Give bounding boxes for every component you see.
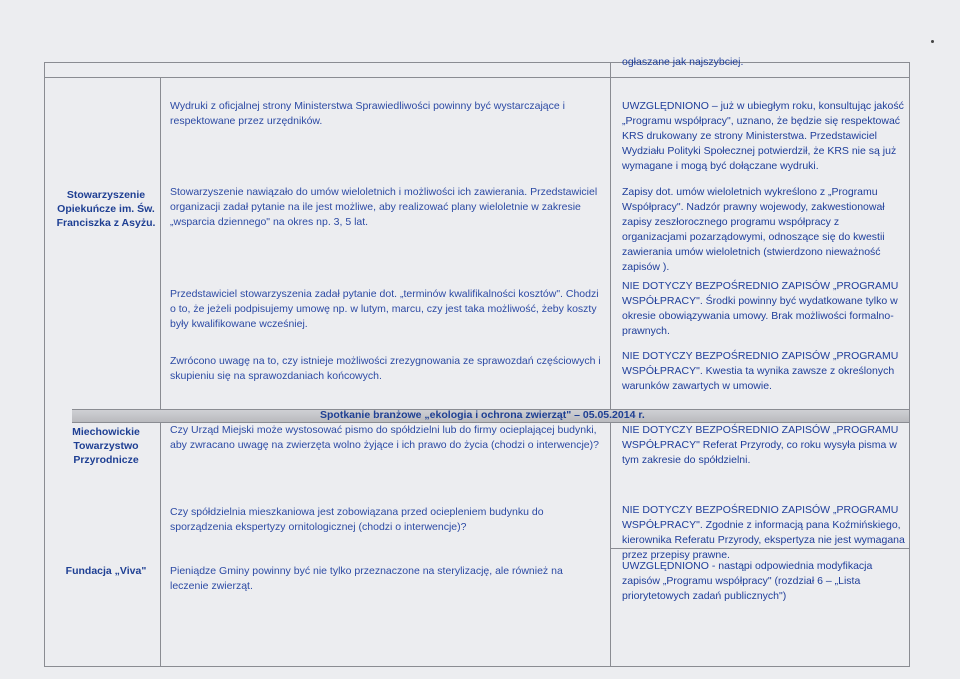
scan-speck	[931, 40, 934, 43]
response-text: NIE DOTYCZY BEZPOŚREDNIO ZAPISÓW „PROGRAMU WSPÓŁPRACY". Kwestia ta wynika zawsze z określonych warunków zawartych w umowie.	[622, 350, 899, 392]
response-text: NIE DOTYCZY BEZPOŚREDNIO ZAPISÓW „PROGRAMU WSPÓŁPRACY". Zgodnie z informacją pana Koźmińskiego, kierownika Referatu Przyrody, ekspertyza nie jest wymagana przez przepisy prawne.	[622, 504, 905, 561]
issue-text: Wydruki z oficjalnej strony Ministerstwa Sprawiedliwości powinny być wystarczające i respektowane przez urzędników.	[170, 100, 565, 127]
issue-text: Czy spółdzielnia mieszkaniowa jest zobowiązana przed ociepleniem budynku do sporządzenia ekspertyzy ornitologicznej (chodzi o interwencje)?	[170, 506, 544, 533]
response-text: UWZGLĘDNIONO - nastąpi odpowiednia modyfikacja zapisów „Programu współpracy" (rozdział 6 – „Lista priorytetowych zadań publicznych")	[622, 560, 873, 602]
issue-text: Czy Urząd Miejski może wystosować pismo do spółdzielni lub do firmy ocieplającej budynki, aby zwracano uwagę na zwierzęta wolno żyjące i ich prawo do życia (chodzi o interwencje)?	[170, 424, 599, 451]
issue-text: Przedstawiciel stowarzyszenia zadał pytanie dot. „terminów kwalifikalności kosztów". Chodzi o to, że jeżeli podpisujemy umowę np. w lutym, marcu, czy jest taka możliwość, żeby koszty były kwalifikowane wcześniej.	[170, 288, 599, 330]
table-row-divider	[44, 77, 910, 78]
table-border-right	[909, 62, 910, 667]
organization-name: Miechowickie Towarzystwo Przyrodnicze	[72, 426, 140, 466]
response-text: NIE DOTYCZY BEZPOŚREDNIO ZAPISÓW „PROGRAMU WSPÓŁPRACY". Środki powinny być wydatkowane tylko w okresie obowiązywania umowy. Brak możliwości formalno-prawnych.	[622, 280, 899, 337]
organization-name: Fundacja „Viva"	[65, 565, 147, 577]
response-text: NIE DOTYCZY BEZPOŚREDNIO ZAPISÓW „PROGRAMU WSPÓŁPRACY" Referat Przyrody, co roku wysyła pisma w tym zakresie do spółdzielni.	[622, 424, 899, 466]
issue-text: Pieniądze Gminy powinny być nie tylko przeznaczone na sterylizację, ale również na leczenie zwierząt.	[170, 565, 563, 592]
response-text: Zapisy dot. umów wieloletnich wykreślono z „Programu Współpracy". Nadzór prawny wojewody, zakwestionował zapisy zeszłorocznego programu współpracy z organizacjami pozarządowymi, odnoszące się do kwestii zawierania umów wieloletnich (stwierdzono nieważność zapisów ).	[622, 186, 885, 273]
response-text: UWZGLĘDNIONO – już w ubiegłym roku, konsultując jakość „Programu współpracy", uznano, że będzie się respektować KRS drukowany ze strony Ministerstwa. Przedstawiciel Wydziału Polityki Społecznej potwierdził, że KRS nie są już wymagane i mogą być dołączane wydruki.	[622, 100, 904, 172]
table-border-left	[44, 62, 45, 667]
organization-name: Stowarzyszenie Opiekuńcze im. Św. Franciszka z Asyżu.	[56, 189, 156, 229]
table-border-bottom	[44, 666, 910, 667]
section-banner-title: Spotkanie branżowe „ekologia i ochrona zwierząt" – 05.05.2014 r.	[320, 409, 645, 421]
table-column-divider	[610, 62, 611, 667]
issue-text: Stowarzyszenie nawiązało do umów wieloletnich i możliwości ich zawierania. Przedstawiciel organizacji zadał pytanie na ile jest możliwe, aby realizować plany wieloletnie w zakresie „wsparcia dziennego" na okres np. 3, 5 lat.	[170, 186, 598, 228]
table-column-divider	[160, 77, 161, 667]
continued-text: ogłaszane jak najszybciej.	[622, 56, 744, 68]
issue-text: Zwrócono uwagę na to, czy istnieje możliwości zrezygnowania ze sprawozdań częściowych i skupieniu się na sprawozdaniach końcowych.	[170, 355, 601, 382]
